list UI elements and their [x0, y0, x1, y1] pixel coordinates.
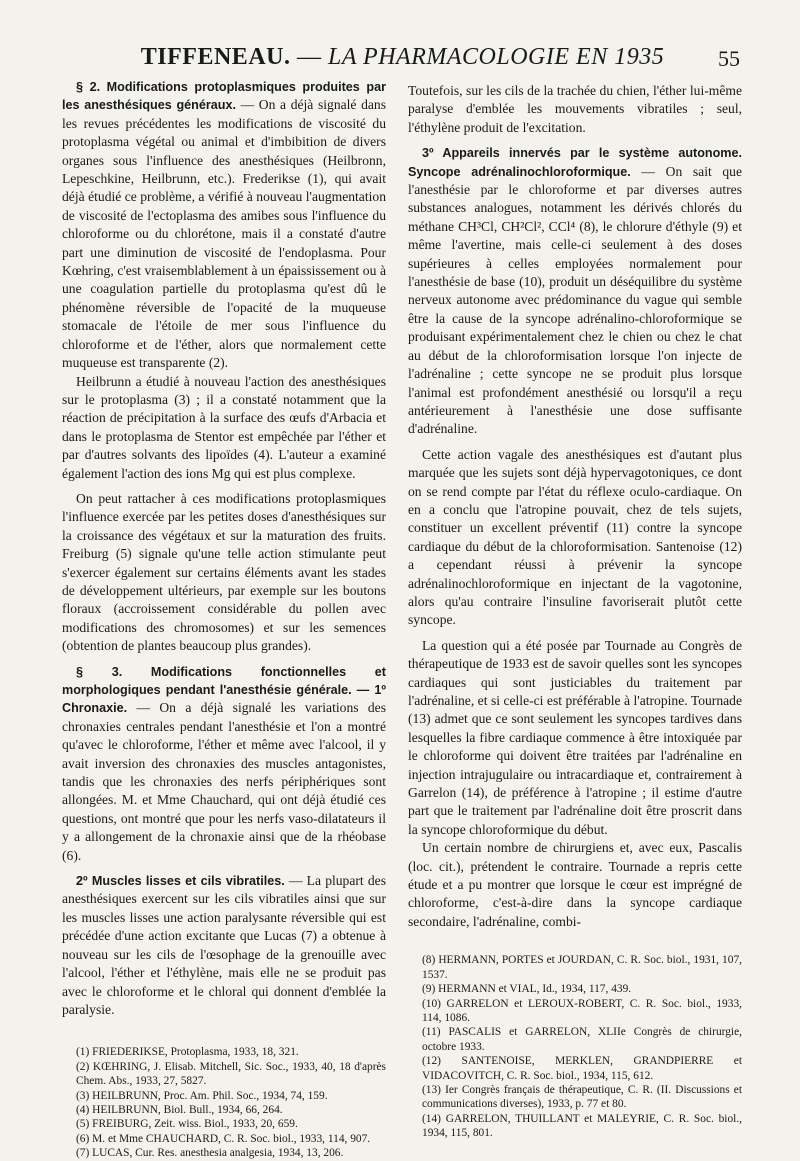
running-title: [65, 44, 740, 71]
footnote: (7) LUCAS, Cur. Res. anesthesia analgesia, 1934, 13, 206.: [76, 1147, 344, 1160]
header-title: LA PHARMACOLOGIE EN: [327, 44, 608, 70]
muscles-text: — La plupart des anesthésiques exercent sur les cils vibratiles ainsi que sur les muscles lisses une action paralysante réversible qui est précédée d'une action excitante que Lucas (7) a obtenue à nouveau sur les cils de l'œsophage de la grenouille avec l'alcool, l'éther et l'éthylène, mais elle ne se produit pas avec le chloroforme et le chloral qui donnent d'emblée la paralysie.: [62, 873, 386, 1017]
header-separator: —: [296, 44, 322, 70]
footnote: (4) HEILBRUNN, Biol. Bull., 1934, 66, 264.: [76, 1103, 283, 1116]
section-2-heading: § 2. Modifications protoplasmiques produites par les anesthésiques généraux.: [62, 80, 386, 113]
growth-paragraph: On peut rattacher à ces modifications protoplasmiques l'influence exercée par les petites doses d'anesthésiques sur la croissance des végétaux et sur la maturation des fruits. Freiburg (5) signale qu'une telle action stimulante peut s'exercer également sur certains éléments avant les stades de développement ultérieurs, par exemple sur les boutons floraux (accroissement considérable du pollen avec modifications des chromosomes) et sur les semences (obtention de plantes beaucoup plus grandes).: [62, 490, 386, 654]
muscles-heading: 2º Muscles lisses et cils vibratiles.: [76, 874, 285, 889]
footnote: (8) HERMANN, PORTES et JOURDAN, C. R. Soc. biol., 1931, 107, 1537.: [422, 954, 742, 981]
section-3-text: — On a déjà signalé les variations des chronaxies centrales pendant l'anesthésie et l'on a montré qu'avec le chloroforme, l'éther et même avec l'alcool, il y avait inversion des chronaxies des muscles antagonistes, tandis que les chronaxies des nerfs périphériques sont allongées. M. et Mme Chauchard, qui ont déjà étudié ces questions, ont montré que pour les nerfs vaso-dilatateurs il y a allongement de la chronaxie ainsi que de la rhéobase (6).: [62, 700, 386, 863]
footnote: (5) FREIBURG, Zeit. wiss. Biol., 1933, 20, 659.: [76, 1118, 298, 1131]
footnote: (1) FRIEDERIKSE, Protoplasma, 1933, 18, 321.: [76, 1046, 299, 1059]
footnote: (9) HERMANN et VIAL, Id., 1934, 117, 439.: [422, 983, 632, 996]
right-column: [408, 82, 742, 1141]
footnote: (6) M. et Mme CHAUCHARD, C. R. Soc. biol., 1933, 114, 907.: [76, 1132, 371, 1145]
left-footnotes: [62, 1045, 386, 1160]
cils-continuation-paragraph: Toutefois, sur les cils de la trachée du chien, l'éther lui-même paralyse d'emblée les mouvements vibratiles ; seul, l'éthylène produit de l'excitation.: [408, 83, 742, 135]
footnote: (10) GARRELON et LEROUX-ROBERT, C. R. Soc. biol., 1933, 114, 1086.: [422, 997, 742, 1024]
header-year: 1935: [614, 44, 665, 70]
footnote: (3) HEILBRUNN, Proc. Am. Phil. Soc., 1934, 74, 159.: [76, 1089, 328, 1102]
autonome-heading: 3º Appareils innervés par le système autonome. Syncope adrénalinochloroformique.: [408, 146, 742, 179]
right-footnotes: [408, 953, 742, 1140]
autonome-text: — On sait que l'anesthésie par le chloroforme et par diverses autres substances analogues, notamment les dérivés chlorés du méthane CH³Cl, CH²Cl², CCl⁴ (8), le chlorure d'éthyle (9) et même l'avertine, mais celle-ci seulement à des doses supérieures à celles employées normalement pour l'anesthésie de base (10), produit un déséquilibre du système nerveux autonome avec prédominance du vague qui semble être la cause de la syncope adrénalino-chloroformique se produisant expérimentalement chez le chien ou chez le chat au début de la chloroformisation lorsque l'on injecte de l'adrénaline ; cette syncope ne se produit plus lorsque l'animal est profondément anesthésié ou lorsqu'il a reçu antérieurement à l'anesthésie une dose suffisante d'adrénaline.: [408, 163, 742, 437]
header-author: TIFFENEAU.: [140, 44, 291, 70]
section-3-paragraph: [62, 663, 386, 865]
left-column: [62, 78, 386, 1161]
footnote: (12) SANTENOISE, MERKLEN, GRANDPIERRE et VIDACOVITCH, C. R. Soc. biol., 1934, 115, 612.: [422, 1055, 742, 1082]
section-2-text: — On a déjà signalé dans les revues précédentes les modifications de viscosité du protoplasma végétal ou animal et d'imbibition de divers organes sous l'influence des anesthésiques (Heilbronn, Lepeschkine, Heilbrunn, etc.). Frederikse (1), qui avait déjà étudié ce problème, a vérifié à nouveau l'augmentation de viscosité de l'ectoplasma des amibes sous l'influence du chloroforme ou du chlorétone, mais il a constaté d'autre part une diminution de viscosité de l'endoplasma. Pour Kœhring, c'est vraisemblablement à un épaississement ou à une coagulation partielle du protoplasma qu'est dû le phénomène réversible de l'opacité de la muqueuse stomacale de l'étoile de mer sous l'influence du chloroforme et de l'éther, alors que normalement cette muqueuse est transparente (2).: [62, 97, 386, 371]
vagal-paragraph: Cette action vagale des anesthésiques est d'autant plus marquée que les sujets sont déjà hypervagotoniques, ce dont on se rend compte par l'état du réflexe oculo-cardiaque. On en a conclu que l'atropine pouvait, chez de tels sujets, constituer un excellent préventif (11) contre la syncope cardiaque du début de la chloroformisation. Santenoise (12) a cependant réussi à prévenir la syncope adrénalinochloroformique en injectant de la vagotonine, alors qu'au contraire l'insuline favoriserait plutôt cette syncope.: [408, 446, 742, 628]
chirurgiens-paragraph: Un certain nombre de chirurgiens et, avec eux, Pascalis (loc. cit.), prétendent le contraire. Tournade a repris cette étude et a pu montrer que lorsque le cœur est imprégné de chloroforme, c'est-à-dire dans la syncope cardiaque secondaire, l'adrénaline, combi-: [408, 840, 742, 929]
autonome-paragraph: [408, 144, 742, 439]
heilbrunn-paragraph: Heilbrunn a étudié à nouveau l'action des anesthésiques sur le protoplasma (3) ; il a constaté notamment que la réaction de précipitation à la surface des œufs d'Arbacia et dans le protoplasma de Stentor est empêchée par l'éther et par d'autres solvants des lipoïdes (4). L'auteur a examiné également l'action des ions Mg qui est plus complexe.: [62, 373, 386, 481]
footnote: (11) PASCALIS et GARRELON, XLIIe Congrès de chirurgie, octobre 1933.: [422, 1026, 742, 1053]
footnote: (2) KŒHRING, J. Elisab. Mitchell, Sic. Soc., 1933, 40, 18 d'après Chem. Abs., 1933, 27, 5827.: [76, 1060, 386, 1088]
section-3-heading: § 3. Modifications fonctionnelles et morphologiques pendant l'anesthésie générale. — 1º Chronaxie.: [62, 664, 386, 716]
tournade-paragraph: La question qui a été posée par Tournade au Congrès de thérapeutique de 1933 est de savoir quelles sont les syncopes cardiaques qui sont justiciables du traitement par l'adrénaline, et si celle-ci est préférable à l'atropine. Tournade (13) admet que ce sont seulement les syncopes tardives dans lesquelles la fibre cardiaque commence à être intoxiquée par le chloroforme qui doivent être traitées par l'adrénaline en injection intrajugulaire ou intracardiaque et, contrairement à Garrelon (14), de préférence à l'atropine ; il estime d'autre part que le traitement par l'adrénaline doit être proscrit dans la syncope chloroformique du début.: [408, 637, 742, 837]
section-2-paragraph: [62, 78, 386, 373]
page-number: 55: [718, 46, 740, 71]
footnote: (14) GARRELON, THUILLANT et MALEYRIE, C. R. Soc. biol., 1934, 115, 801.: [422, 1112, 742, 1140]
muscles-paragraph: [62, 872, 386, 1019]
running-header: [65, 44, 740, 78]
footnote: (13) Ier Congrès français de thérapeutique, C. R. (II. Discussions et communications diverses), 1933, p. 77 et 80.: [422, 1083, 742, 1111]
